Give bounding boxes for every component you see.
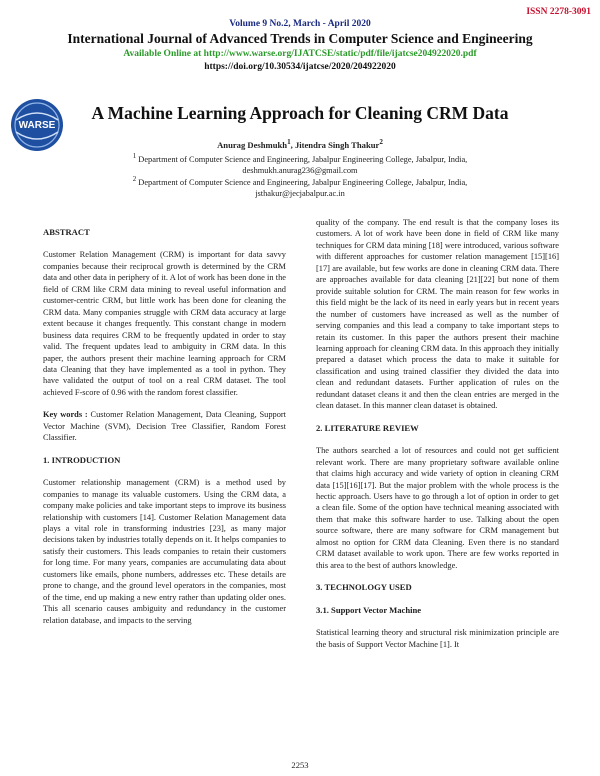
left-column <box>43 227 286 626</box>
available-online-link[interactable]: Available Online at http://www.warse.org/IJATCSE/static/pdf/file/ijatcse204922020.pdf <box>123 49 477 59</box>
aff-1-sup: 1 <box>132 152 137 160</box>
author-1-sup: 1 <box>287 138 291 146</box>
abstract-heading: ABSTRACT <box>43 227 90 237</box>
aff-2-line1: Department of Computer Science and Engineering, Jabalpur Engineering College, Jabalpur, India, <box>136 177 468 187</box>
abstract-text: Customer Relation Management (CRM) is important for data savvy companies because their reciprocal growth is determined by the CRM data and other data in periphery of it. A lot of work has been done in the field of CRM like CRM data mining to reveal useful information and customer-centric CRM, but little work has been done for cleaning the CRM data. Many companies struggle with CRM data accuracy at large extent because it changes frequently. This constant change in modern business data requires CRM to be frequently updated in order to stay valid. The frequent updates lead to ambiguity in CRM data. In this paper, the authors present their machine learning approach for CRM data Cleaning that they have implemented as a tool in python. They have validated the output of tool on a real CRM dataset. The tool achieved F-score of 0.96 with the random forest classifier. <box>43 250 286 397</box>
introduction-heading: 1. INTRODUCTION <box>43 454 121 465</box>
aff-1-line1: Department of Computer Science and Engineering, Jabalpur Engineering College, Jabalpur, India, <box>136 154 468 164</box>
logo-text: WARSE <box>18 120 56 131</box>
introduction-continued-text: quality of the company. The end result is that the company loses its customers. A lot of work have been done in field of CRM like many techniques for CRM data mining [18] were introduced, various software with different approaches for customer relation management [15][16][17] are available, but few works are done in cleaning CRM data. There are approaches available for data cleaning [21][22] but none of them provide suitable solution for CRM. The main reason for few works in this field might be the lack of its need in early years but in recent years the number of customers have increased as well as the number of serving companies and this lead a company to take important steps to retain its customer. In this paper the authors present their machine learning approach for cleaning CRM data. In this approach they initially prepared a dataset which process the data to make it suitable for classification and using trained classifier they divided the data into clean and redundant datasets. Further application of rules on the redundant dataset cleans it and then the clean entries are merged in the clean dataset. In this manner clean dataset is obtained. <box>316 218 559 411</box>
affiliation-1 <box>0 151 600 177</box>
author-2-sup: 2 <box>379 138 383 146</box>
literature-text: The authors searched a lot of resources and could not get sufficient relevant work. There are many proprietary software available online that claims high accuracy and wide variety of option in cleaning CRM data [15][16][17]. But the major problem with the whole process is the hectic approach. Users have to go through a lot of option in order to get a clean file. Some of the option have technical meaning associated with them that make this software harder to use. Talking about the open source software, there are many software for CRM management but almost no option for CRM data Cleaning. Even there is no standard CRM dataset available to work upon. There are few works reported in this area to the best of authors knowledge. <box>316 446 559 570</box>
svm-text: Statistical learning theory and structural risk minimization principle are the basis of Support Vector Machine [1]. It <box>316 628 559 649</box>
technology-heading: 3. TECHNOLOGY USED <box>316 582 412 593</box>
keywords <box>43 409 286 443</box>
page-number: 2253 <box>291 760 309 770</box>
journal-title: International Journal of Advanced Trends in Computer Science and Engineering <box>67 31 533 46</box>
author-1: Anurag Deshmukh <box>217 139 288 150</box>
issn-label: ISSN 2278-3091 <box>526 7 591 17</box>
svm-subheading: 3.1. Support Vector Machine <box>316 604 422 615</box>
keywords-text: Customer Relation Management, Data Cleaning, Support Vector Machine (SVM), Decision Tree Classifier, Random Forest Classifier. <box>43 410 286 443</box>
aff-2-sup: 2 <box>132 175 137 183</box>
keywords-label: Key words : <box>43 410 88 420</box>
author-2: Jitendra Singh Thakur <box>294 139 380 150</box>
author-separator: , <box>290 139 295 150</box>
introduction-text: Customer relationship management (CRM) is a method used by companies to manage its valuable customers. Using the CRM data, a company make policies and take important steps to improve its business relationship with customers [14]. Customer Relation Management data plays a vital role in transforming industries [23], as many major decisions taken by industries totally depends on it. It helps companies to satisfy their customers. This leads companies to retain their customers for long time. For many years, companies are accumulating data about customers like emails, phone numbers, addresses etc. These details are prone to change, and the ground level operators in the companies, most of the time, end up making a new entry rather than updating older ones. This all scenario causes ambiguity and redundancy in the customer relation database, and impacts to the serving <box>43 478 286 625</box>
affiliation-2 <box>0 174 600 200</box>
right-column <box>316 217 559 650</box>
volume-issue: Volume 9 No.2, March - April 2020 <box>229 19 371 29</box>
paper-title: A Machine Learning Approach for Cleaning CRM Data <box>91 103 509 123</box>
literature-heading: 2. LITERATURE REVIEW <box>316 422 419 433</box>
doi-link[interactable]: https://doi.org/10.30534/ijatcse/2020/204922020 <box>204 62 396 72</box>
aff-2-email[interactable]: jsthakur@jecjabalpur.ac.in <box>255 189 345 199</box>
authors-line <box>0 138 600 150</box>
aff-1-email[interactable]: deshmukh.anurag236@gmail.com <box>242 166 358 176</box>
